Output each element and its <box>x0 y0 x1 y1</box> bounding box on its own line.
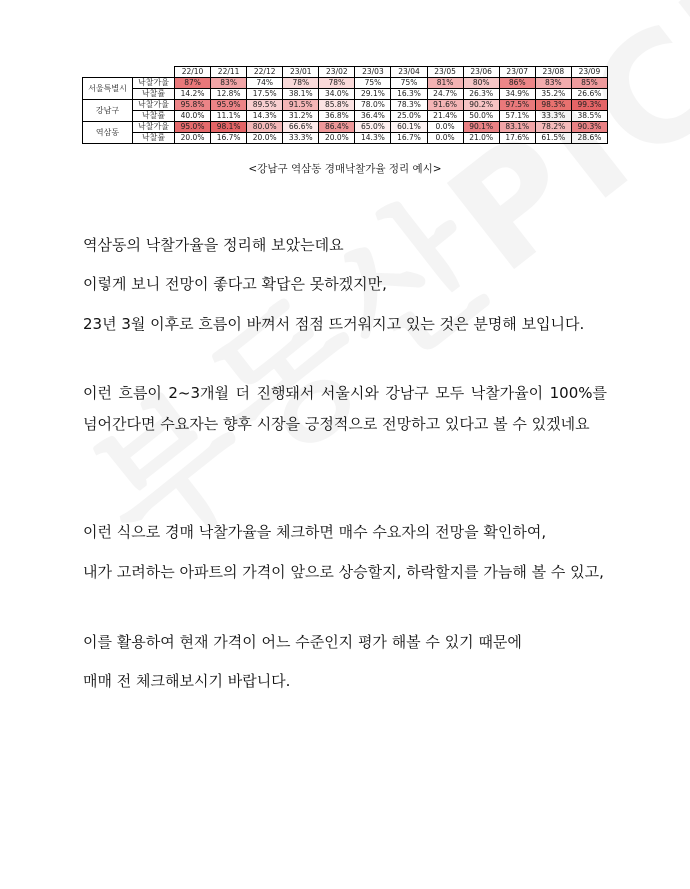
table-row <box>83 111 608 122</box>
table-cell: 78% <box>283 78 319 89</box>
month-header: 23/04 <box>391 67 427 78</box>
table-cell: 36.8% <box>319 111 355 122</box>
metric-label: 낙찰률 <box>133 89 175 100</box>
table-cell: 21.4% <box>427 111 463 122</box>
table-cell: 25.0% <box>391 111 427 122</box>
month-header: 23/03 <box>355 67 391 78</box>
table-cell: 75% <box>355 78 391 89</box>
table-cell: 11.1% <box>211 111 247 122</box>
paragraph-3: 23년 3월 이후로 흐름이 바껴서 점점 뜨거워지고 있는 것은 분명해 보입니다. <box>83 315 585 333</box>
table-cell: 35.2% <box>535 89 571 100</box>
table-cell: 80% <box>463 78 499 89</box>
table-cell: 16.3% <box>391 89 427 100</box>
table-cell: 14.3% <box>247 111 283 122</box>
metric-label: 낙찰가율 <box>133 122 175 133</box>
table-cell: 26.6% <box>571 89 607 100</box>
table-cell: 28.6% <box>571 133 607 144</box>
table-cell: 21.0% <box>463 133 499 144</box>
table-cell: 16.7% <box>391 133 427 144</box>
table-corner <box>83 67 175 78</box>
paragraph-5: 이런 식으로 경매 낙찰가율을 체크하면 매수 수요자의 전망을 확인하여, <box>83 523 547 541</box>
table-cell: 90.3% <box>571 122 607 133</box>
table-cell: 98.1% <box>211 122 247 133</box>
region-label: 강남구 <box>83 100 133 122</box>
table-cell: 78.2% <box>535 122 571 133</box>
table-cell: 74% <box>247 78 283 89</box>
table-cell: 97.5% <box>499 100 535 111</box>
month-header: 22/11 <box>211 67 247 78</box>
table-cell: 61.5% <box>535 133 571 144</box>
paragraph-8: 매매 전 체크해보시기 바랍니다. <box>83 672 291 690</box>
table-cell: 95.0% <box>175 122 211 133</box>
metric-label: 낙찰률 <box>133 111 175 122</box>
table-cell: 31.2% <box>283 111 319 122</box>
table-cell: 78% <box>319 78 355 89</box>
table-cell: 85% <box>571 78 607 89</box>
table-cell: 91.6% <box>427 100 463 111</box>
table-cell: 12.8% <box>211 89 247 100</box>
table-cell: 99.3% <box>571 100 607 111</box>
table-cell: 75% <box>391 78 427 89</box>
region-label: 서울특별시 <box>83 78 133 100</box>
table-cell: 89.5% <box>247 100 283 111</box>
table-cell: 40.0% <box>175 111 211 122</box>
table-row <box>83 122 608 133</box>
table-row <box>83 78 608 89</box>
table-cell: 38.5% <box>571 111 607 122</box>
table-cell: 20.0% <box>319 133 355 144</box>
table-cell: 26.3% <box>463 89 499 100</box>
table-cell: 16.7% <box>211 133 247 144</box>
table-cell: 38.1% <box>283 89 319 100</box>
month-header: 23/06 <box>463 67 499 78</box>
table-cell: 90.2% <box>463 100 499 111</box>
table-cell: 60.1% <box>391 122 427 133</box>
table-cell: 85.8% <box>319 100 355 111</box>
table-header-row <box>83 67 608 78</box>
table-cell: 33.3% <box>283 133 319 144</box>
table-cell: 20.0% <box>247 133 283 144</box>
table-cell: 90.1% <box>463 122 499 133</box>
month-header: 22/12 <box>247 67 283 78</box>
table-cell: 83.1% <box>499 122 535 133</box>
table-row <box>83 100 608 111</box>
table-row <box>83 133 608 144</box>
table-cell: 34.0% <box>319 89 355 100</box>
month-header: 23/08 <box>535 67 571 78</box>
table-cell: 81% <box>427 78 463 89</box>
table-cell: 83% <box>211 78 247 89</box>
month-header: 23/09 <box>571 67 607 78</box>
table-cell: 98.3% <box>535 100 571 111</box>
table-cell: 0.0% <box>427 133 463 144</box>
month-header: 22/10 <box>175 67 211 78</box>
table-cell: 91.5% <box>283 100 319 111</box>
month-header: 23/07 <box>499 67 535 78</box>
metric-label: 낙찰가율 <box>133 78 175 89</box>
month-header: 23/01 <box>283 67 319 78</box>
table-cell: 34.9% <box>499 89 535 100</box>
region-label: 역삼동 <box>83 122 133 144</box>
month-header: 23/02 <box>319 67 355 78</box>
month-header: 23/05 <box>427 67 463 78</box>
table-cell: 78.3% <box>391 100 427 111</box>
table-cell: 36.4% <box>355 111 391 122</box>
table-cell: 80.0% <box>247 122 283 133</box>
table-cell: 14.3% <box>355 133 391 144</box>
table-cell: 14.2% <box>175 89 211 100</box>
table-cell: 17.5% <box>247 89 283 100</box>
metric-label: 낙찰률 <box>133 133 175 144</box>
table-cell: 50.0% <box>463 111 499 122</box>
paragraph-4: 이런 흐름이 2~3개월 더 진행돼서 서울시와 강남구 모두 낙찰가율이 100%를 넘어간다면 수요자는 향후 시장을 긍정적으로 전망하고 있다고 볼 수 있겠네요 <box>83 384 607 433</box>
table-cell: 24.7% <box>427 89 463 100</box>
table-cell: 95.8% <box>175 100 211 111</box>
table-cell: 0.0% <box>427 122 463 133</box>
table-cell: 17.6% <box>499 133 535 144</box>
table-cell: 87% <box>175 78 211 89</box>
paragraph-1: 역삼동의 낙찰가율을 정리해 보았는데요 <box>83 236 344 254</box>
table-cell: 65.0% <box>355 122 391 133</box>
table-cell: 66.6% <box>283 122 319 133</box>
paragraph-6: 내가 고려하는 아파트의 가격이 앞으로 상승할지, 하락할지를 가늠해 볼 수 있고, <box>83 563 604 581</box>
table-cell: 95.9% <box>211 100 247 111</box>
table-cell: 29.1% <box>355 89 391 100</box>
metric-label: 낙찰가율 <box>133 100 175 111</box>
table-cell: 20.0% <box>175 133 211 144</box>
table-cell: 86.4% <box>319 122 355 133</box>
table-cell: 57.1% <box>499 111 535 122</box>
paragraph-2: 이렇게 보니 전망이 좋다고 확답은 못하겠지만, <box>83 275 387 293</box>
table-cell: 78.0% <box>355 100 391 111</box>
table-cell: 83% <box>535 78 571 89</box>
table-cell: 33.3% <box>535 111 571 122</box>
paragraph-7: 이를 활용하여 현재 가격이 어느 수준인지 평가 해볼 수 있기 때문에 <box>83 633 522 651</box>
table-row <box>83 89 608 100</box>
auction-rate-table <box>82 66 608 144</box>
table-cell: 86% <box>499 78 535 89</box>
table-caption: <강남구 역삼동 경매낙찰가율 정리 예시> <box>248 163 442 175</box>
